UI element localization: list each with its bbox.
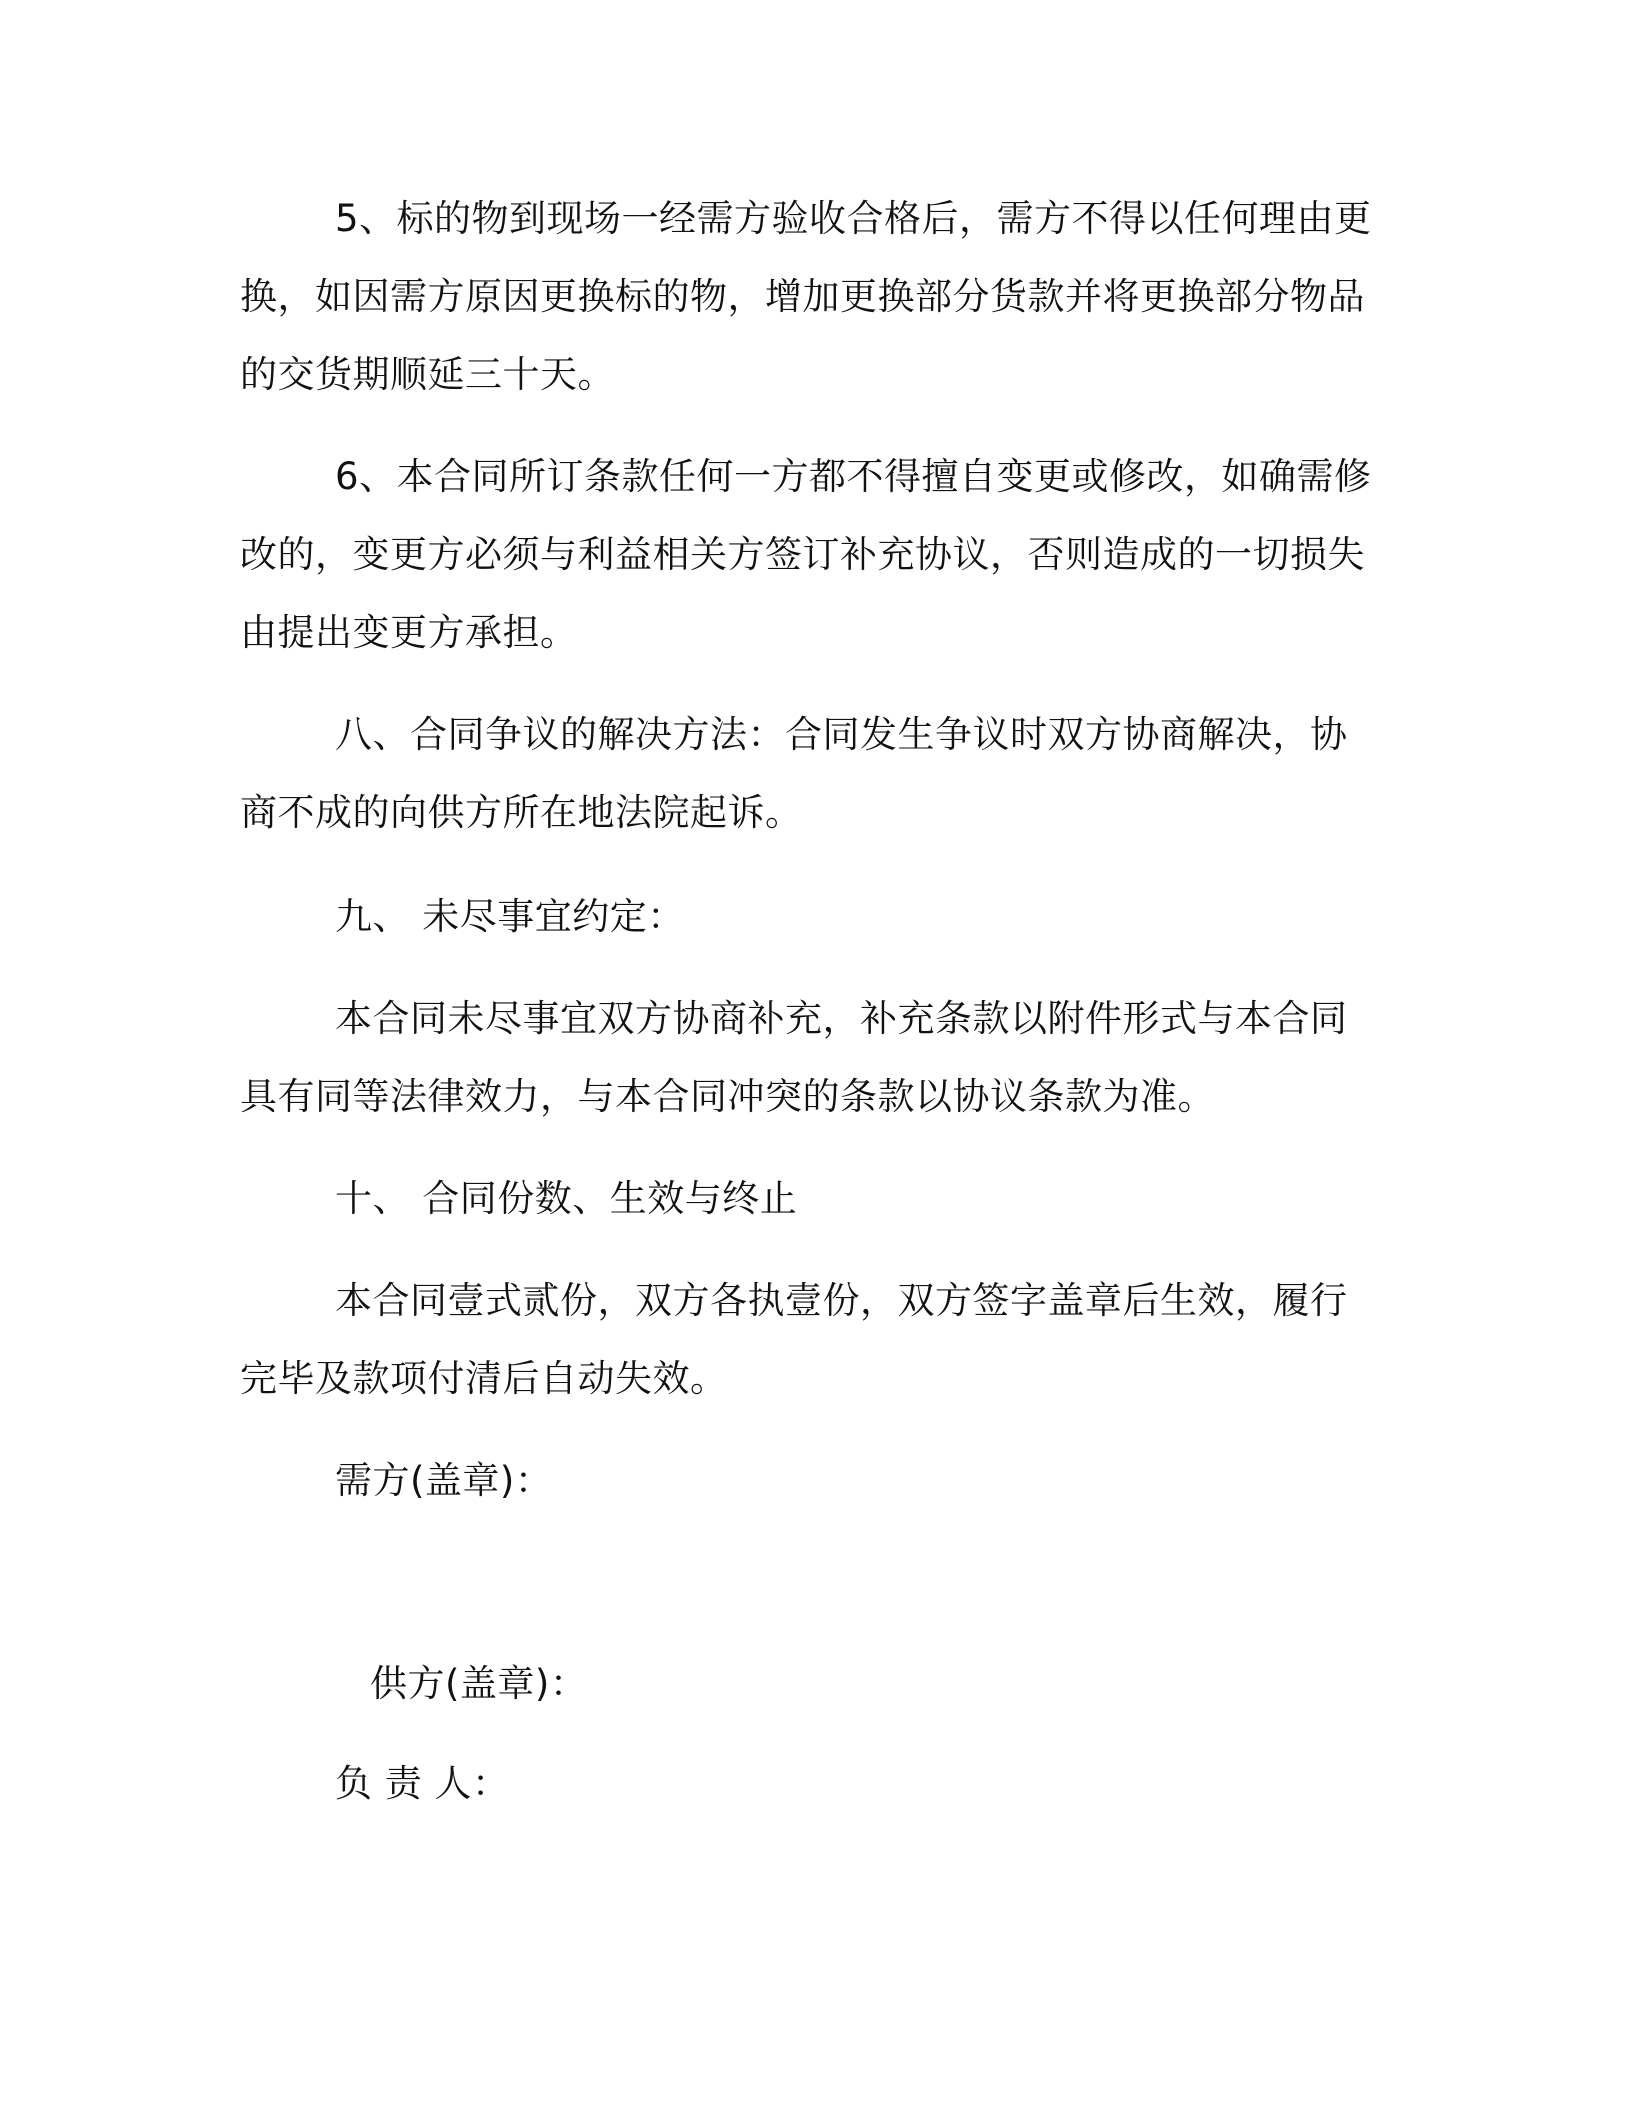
unresolved-matters-text: 本合同未尽事宜双方协商补充，补充条款以附件形式与本合同具有同等法律效力，与本合同冲突的条款以协议条款为准。 <box>240 997 1348 1118</box>
dispute-resolution-text: 八、合同争议的解决方法：合同发生争议时双方协商解决，协商不成的向供方所在地法院起诉。 <box>240 713 1348 834</box>
copies-validity-heading <box>240 1160 1380 1238</box>
copies-validity-heading-text: 十、 合同份数、生效与终止 <box>335 1177 798 1220</box>
dispute-resolution-paragraph <box>240 696 1380 852</box>
clause-6-paragraph <box>240 438 1380 672</box>
unresolved-matters-heading-text: 九、 未尽事宜约定： <box>335 895 685 938</box>
clause-5-text: 5、标的物到现场一经需方验收合格后，需方不得以任何理由更换，如因需方原因更换标的物，增加更换部分货款并将更换部分物品的交货期顺延三十天。 <box>240 197 1372 396</box>
copies-validity-paragraph <box>240 1262 1380 1418</box>
unresolved-matters-heading <box>240 878 1380 956</box>
demand-party-signature-label: 需方(盖章)： <box>335 1459 553 1502</box>
clause-5-paragraph <box>240 180 1380 414</box>
responsible-person-label: 负 责 人： <box>335 1762 510 1805</box>
supply-party-signature-label: 供方(盖章)： <box>370 1662 588 1705</box>
clause-6-text: 6、本合同所订条款任何一方都不得擅自变更或修改，如确需修改的，变更方必须与利益相关方签订补充协议，否则造成的一切损失由提出变更方承担。 <box>240 455 1372 654</box>
unresolved-matters-paragraph <box>240 980 1380 1136</box>
copies-validity-text: 本合同壹式贰份，双方各执壹份，双方签字盖章后生效，履行完毕及款项付清后自动失效。 <box>240 1279 1348 1400</box>
